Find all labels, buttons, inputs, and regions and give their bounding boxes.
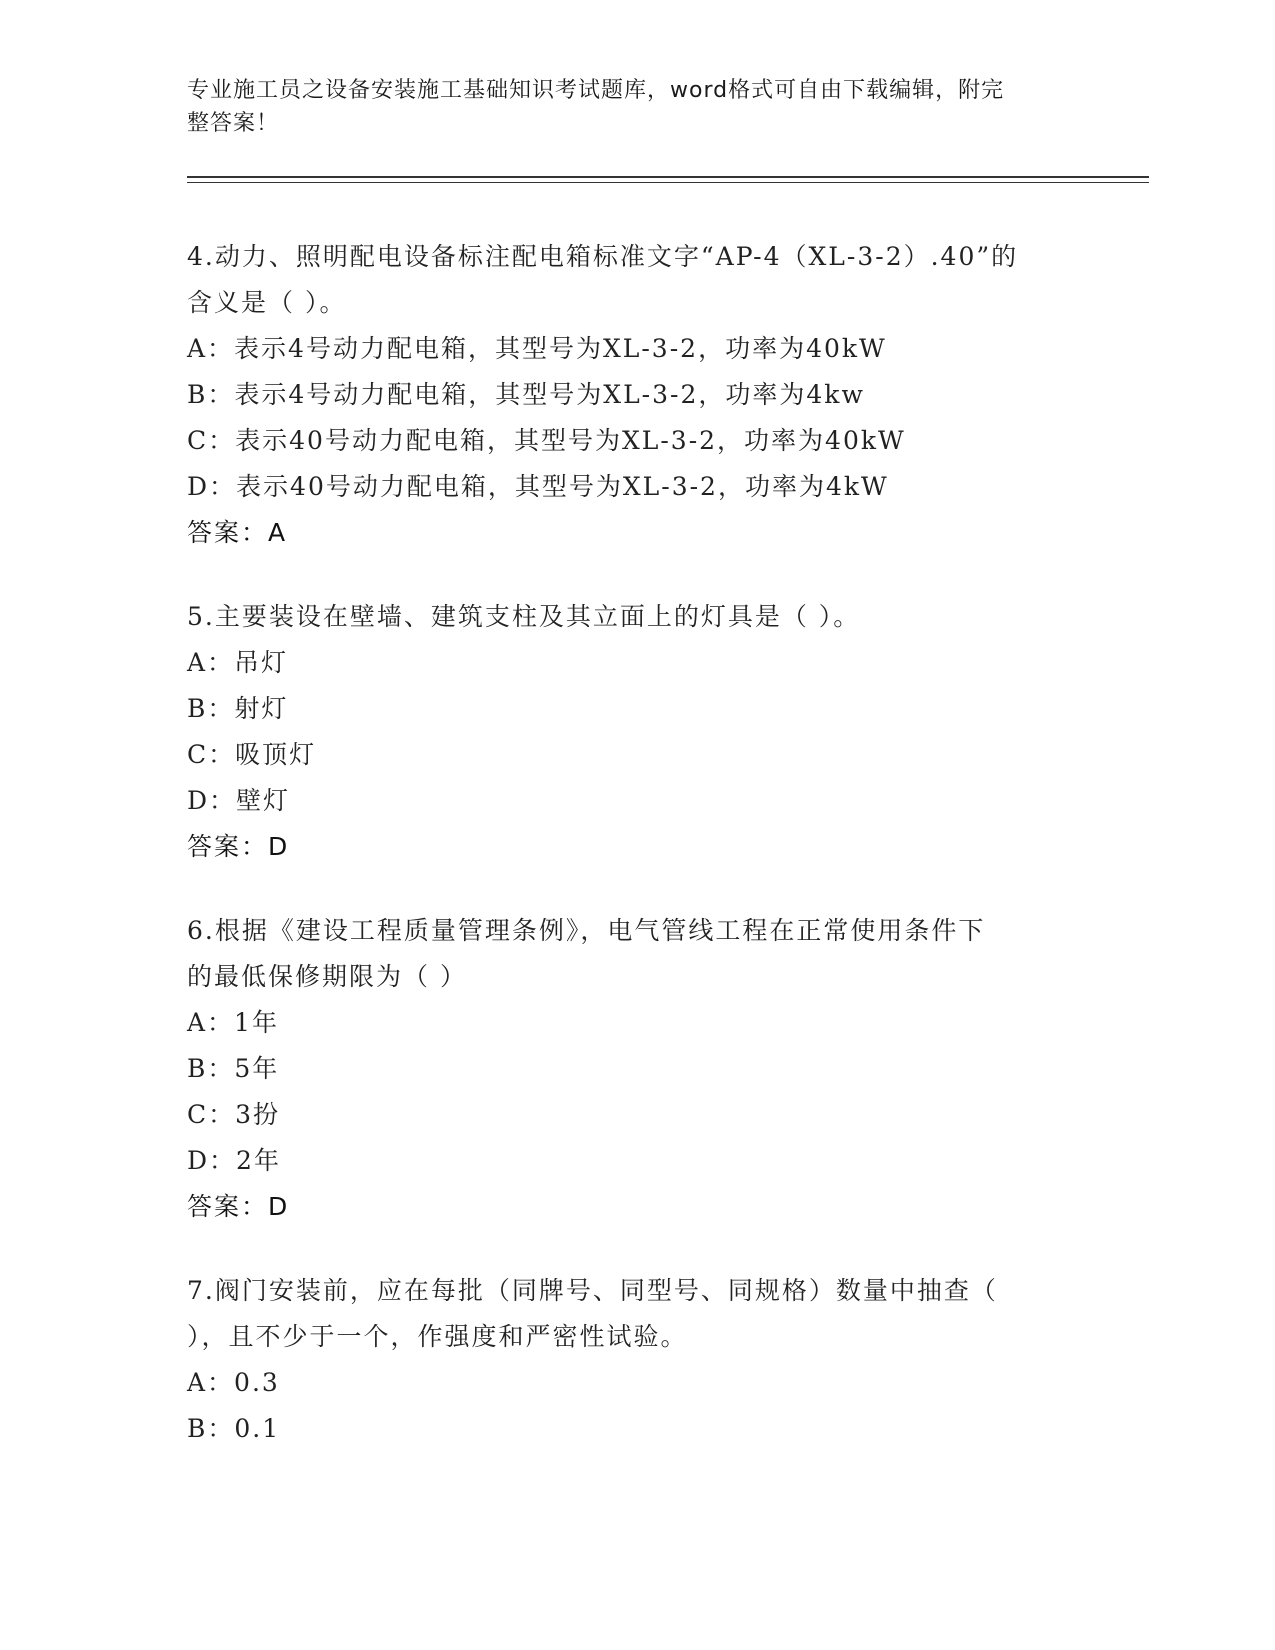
option-c: C：吸顶灯 <box>187 740 317 769</box>
question-7 <box>187 1268 1087 1452</box>
question-text-line: 7.阀门安装前，应在每批（同牌号、同型号、同规格）数量中抽查（ <box>187 1276 998 1305</box>
question-text-line: 的最低保修期限为（ ） <box>187 962 467 991</box>
header-divider-thin <box>187 182 1149 183</box>
option-a: A：1年 <box>187 1008 279 1037</box>
document-header <box>187 74 1067 140</box>
header-line-2: 整答案！ <box>187 111 280 136</box>
question-text-line: 4.动力、照明配电设备标注配电箱标准文字“AP-4（XL-3-2）.40”的 <box>187 242 1019 271</box>
answer-line: 答案：D <box>187 1192 290 1221</box>
option-c: C：3扮 <box>187 1100 281 1129</box>
question-6 <box>187 908 1087 1230</box>
question-text-line: 含义是（ ）。 <box>187 288 347 317</box>
question-4 <box>187 234 1087 556</box>
option-d: D：表示40号动力配电箱，其型号为XL-3-2，功率为4kW <box>187 472 889 501</box>
option-b: B：0.1 <box>187 1414 281 1443</box>
header-divider-thick <box>187 176 1149 178</box>
option-c: C：表示40号动力配电箱，其型号为XL-3-2，功率为40kW <box>187 426 906 455</box>
question-text-line: 5.主要装设在壁墙、建筑支柱及其立面上的灯具是（ ）。 <box>187 602 861 631</box>
option-d: D：壁灯 <box>187 786 291 815</box>
option-a: A：表示4号动力配电箱，其型号为XL-3-2，功率为40kW <box>187 334 887 363</box>
answer-line: 答案：D <box>187 832 290 861</box>
option-a: A：吊灯 <box>187 648 289 677</box>
header-line-1: 专业施工员之设备安装施工基础知识考试题库，word格式可自由下载编辑，附完 <box>187 78 1005 103</box>
option-b: B：5年 <box>187 1054 280 1083</box>
answer-line: 答案：A <box>187 518 288 547</box>
option-b: B：表示4号动力配电箱，其型号为XL-3-2，功率为4kw <box>187 380 865 409</box>
question-5 <box>187 594 1087 870</box>
option-d: D：2年 <box>187 1146 281 1175</box>
option-a: A：0.3 <box>187 1368 280 1397</box>
option-b: B：射灯 <box>187 694 289 723</box>
question-text-line: 6.根据《建设工程质量管理条例》，电气管线工程在正常使用条件下 <box>187 916 986 945</box>
question-list <box>187 234 1087 1490</box>
question-text-line: ），且不少于一个，作强度和严密性试验。 <box>187 1322 688 1351</box>
